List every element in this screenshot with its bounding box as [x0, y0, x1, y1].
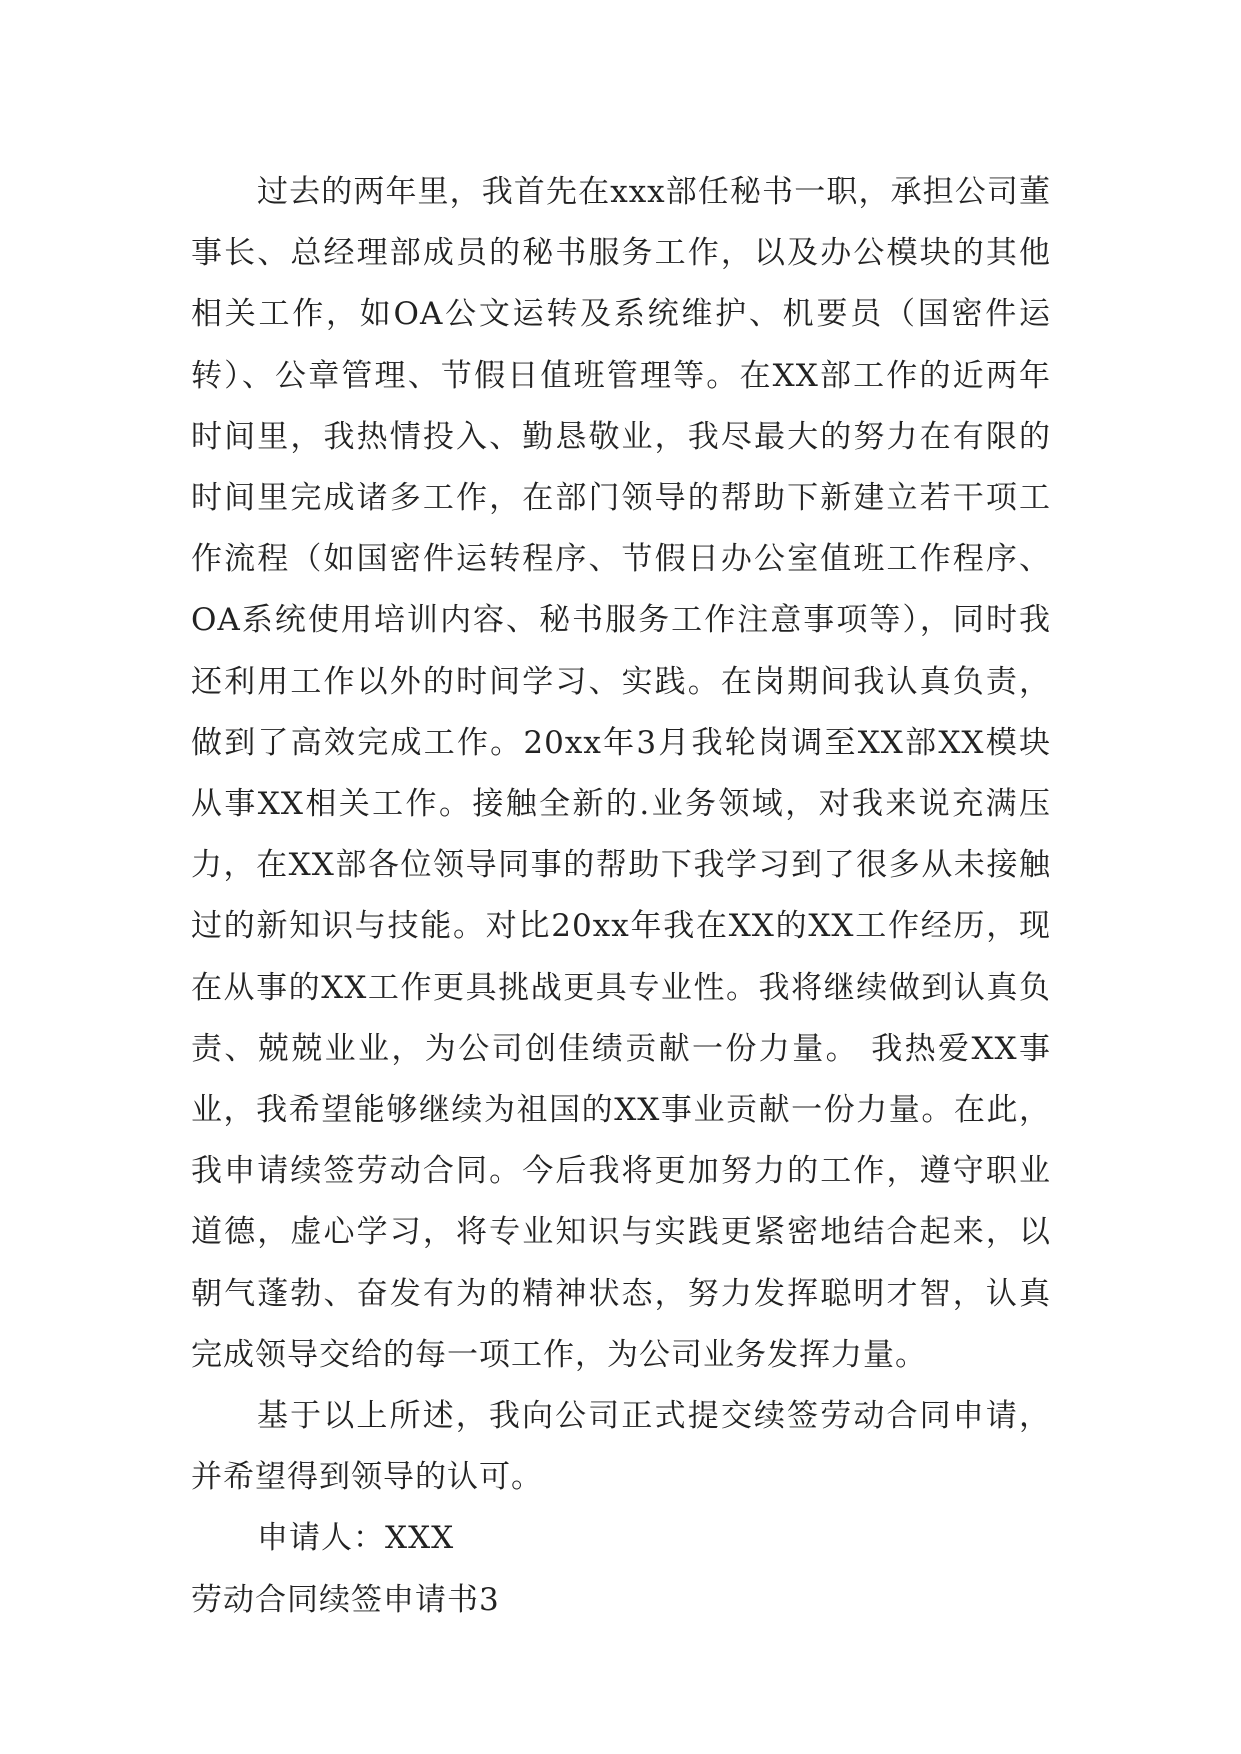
body-paragraph-main: 过去的两年里，我首先在xxx部任秘书一职，承担公司董事长、总经理部成员的秘书服务工作，以及办公模块的其他相关工作，如OA公文运转及系统维护、机要员（国密件运转）、公章管理、节假日值班管理等。在XX部工作的近两年时间里，我热情投入、勤恳敬业，我尽最大的努力在有限的时间里完成诸多工作，在部门领导的帮助下新建立若干项工作流程（如国密件运转程序、节假日办公室值班工作程序、OA系统使用培训内容、秘书服务工作注意事项等），同时我还利用工作以外的时间学习、实践。在岗期间我认真负责，做到了高效完成工作。20xx年3月我轮岗调至XX部XX模块从事XX相关工作。接触全新的.业务领域，对我来说充满压力，在XX部各位领导同事的帮助下我学习到了很多从未接触过的新知识与技能。对比20xx年我在XX的XX工作经历，现在从事的XX工作更具挑战更具专业性。我将继续做到认真负责、兢兢业业，为公司创佳绩贡献一份力量。 我热爱XX事业，我希望能够继续为祖国的XX事业贡献一份力量。在此，我申请续签劳动合同。今后我将更加努力的工作，遵守职业道德，虚心学习，将专业知识与实践更紧密地结合起来，以朝气蓬勃、奋发有为的精神状态，努力发挥聪明才智，认真完成领导交给的每一项工作，为公司业务发挥力量。	[191, 174, 1051, 1373]
document-body	[191, 162, 1051, 1631]
applicant-signature-line: 申请人：XXX	[257, 1520, 455, 1557]
next-section-heading: 劳动合同续签申请书3	[191, 1581, 500, 1618]
body-paragraph-conclusion: 基于以上所述，我向公司正式提交续签劳动合同申请，并希望得到领导的认可。	[191, 1398, 1051, 1496]
